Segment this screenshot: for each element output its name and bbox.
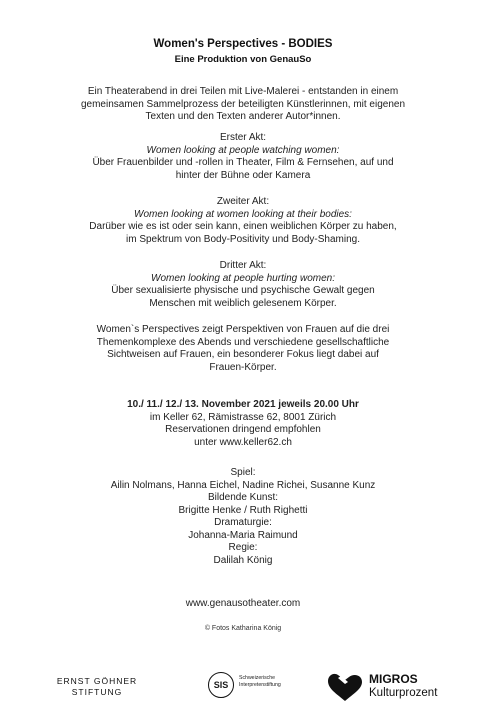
intro-line: Texten und den Texten anderer Autor*innen. [145,111,341,122]
page-subtitle: Eine Produktion von GenauSo [174,54,312,65]
summary-line: Women`s Perspectives zeigt Perspektiven von Frauen auf die drei [96,324,390,335]
sis-line2: Interpretenstiftung [239,681,281,688]
act-line: Über sexualisierte physische und psychische Gewalt gegen [111,285,375,296]
intro-paragraph [0,86,486,124]
cast-credits [0,467,486,567]
act-line: Darüber wie es ist oder sein kann, einen weiblichen Körper zu haben, [89,221,397,232]
website-text[interactable]: www.genausotheater.com [185,598,301,609]
ernst-goehner-logo [52,676,142,698]
goehner-line2: STIFTUNG [71,687,123,697]
dramaturgie-label: Dramaturgie: [214,517,272,528]
summary-line: Sichtweisen auf Frauen, ein besonderer Fokus liegt dabei auf [107,349,379,360]
kunst-label: Bildende Kunst: [207,492,279,503]
act-line: im Spektrum von Body-Positivity und Body-Shaming. [126,233,360,245]
regie-label: Regie: [228,542,258,553]
intro-line: Ein Theaterabend in drei Teilen mit Live-Malerei - entstanden in einem [87,86,399,97]
act-heading: Dritter Akt: [219,260,267,271]
event-venue: im Keller 62, Rämistrasse 62, 8001 Zürich [149,411,337,423]
heart-icon [326,672,364,702]
event-website: unter www.keller62.ch [194,436,292,448]
dramaturgie-name: Johanna-Maria Raimund [188,529,298,541]
photo-credit: © Fotos Katharina König [204,625,282,632]
act-one [0,132,486,182]
migros-kulturprozent-logo [326,670,466,704]
sis-wordmark [239,675,281,688]
act-two [0,196,486,246]
sis-line1: Schweizerische [239,675,276,681]
act-subtitle: Women looking at people hurting women: [151,272,335,284]
act-line: Menschen mit weiblich gelesenem Körper. [149,297,337,309]
goehner-line1: ERNST GÖHNER [56,676,138,686]
act-heading: Erster Akt: [219,132,267,143]
summary-paragraph [0,324,486,374]
event-dates: 10./ 11./ 12./ 13. November 2021 jeweils 20.00 Uhr [127,399,359,410]
spiel-names: Ailin Nolmans, Hanna Eichel, Nadine Richei, Susanne Kunz [110,479,376,491]
act-line: Über Frauenbilder und -rollen in Theater, Film & Fernsehen, auf und [92,157,394,168]
event-reservation: Reservationen dringend empfohlen [165,424,321,435]
sis-logo [208,672,308,702]
regie-name: Dalilah König [213,554,273,566]
act-line: hinter der Bühne oder Kamera [175,169,311,181]
spiel-label: Spiel: [230,467,256,478]
sis-mark: SIS [208,672,234,698]
website-link[interactable] [0,598,486,611]
act-heading: Zweiter Akt: [216,196,270,207]
page-title: Women's Perspectives - BODIES [153,38,333,50]
act-subtitle: Women looking at people watching women: [146,144,340,156]
kunst-names: Brigitte Henke / Ruth Righetti [178,504,308,516]
act-subtitle: Women looking at women looking at their bodies: [134,208,352,220]
migros-name: MIGROS [369,672,418,686]
summary-line: Themenkomplexe des Abends und verschiedene gesellschaftliche [96,336,390,348]
migros-sub: Kulturprozent [369,687,438,699]
summary-line: Frauen-Körper. [209,361,277,373]
intro-line: gemeinsamen Sammelprozess der beteiligten Künstlerinnen, mit eigenen [80,98,406,110]
act-three [0,260,486,310]
event-info [0,399,486,449]
